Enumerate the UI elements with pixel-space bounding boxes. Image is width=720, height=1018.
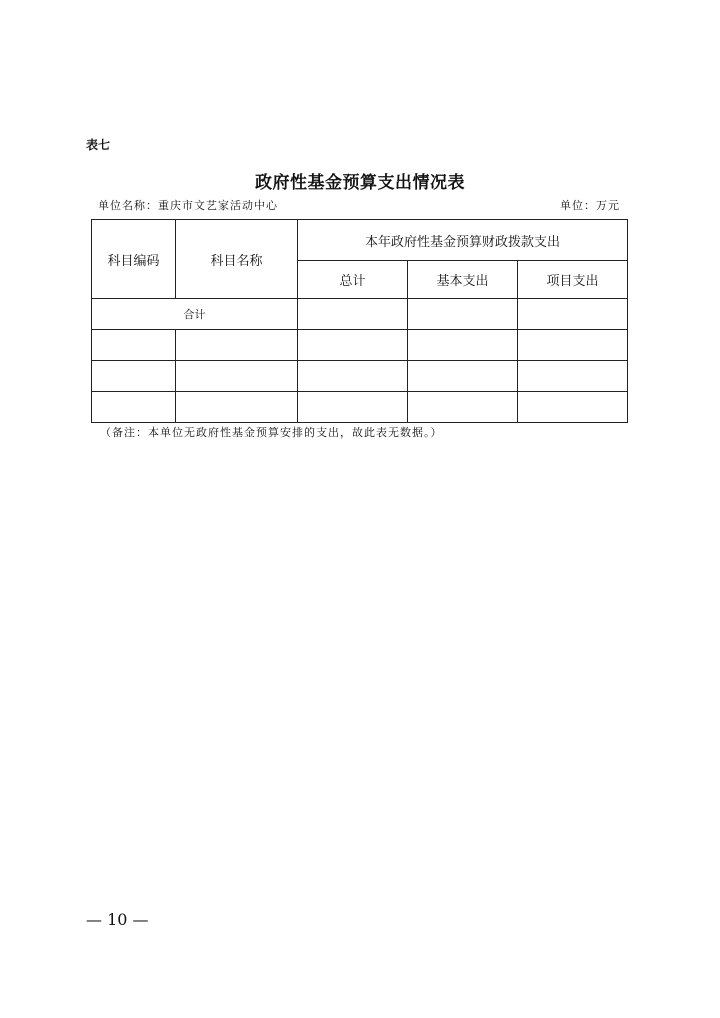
table-cell: [92, 361, 176, 392]
footnote: （备注：本单位无政府性基金预算安排的支出，故此表无数据。）: [100, 426, 443, 439]
table-row: [92, 392, 628, 423]
header-subject-code: 科目编码: [92, 220, 176, 299]
unit-name: 单位名称：重庆市文艺家活动中心: [98, 199, 278, 212]
table-cell: [298, 299, 408, 330]
table-cell: [408, 330, 518, 361]
table-cell: [518, 330, 628, 361]
table-cell: [518, 392, 628, 423]
table-cell: [298, 392, 408, 423]
table-cell: [518, 361, 628, 392]
table-cell: [176, 392, 298, 423]
header-project-expenditure: 项目支出: [518, 261, 628, 299]
page-title: 政府性基金预算支出情况表: [255, 173, 465, 193]
header-total: 总计: [298, 261, 408, 299]
table-cell: [408, 361, 518, 392]
table-cell: [298, 330, 408, 361]
total-row: [92, 299, 628, 330]
table-cell: [176, 361, 298, 392]
table-cell: [92, 392, 176, 423]
table-cell: [518, 299, 628, 330]
header-appropriation-group: 本年政府性基金预算财政拨款支出: [298, 220, 628, 261]
header-basic-expenditure: 基本支出: [408, 261, 518, 299]
header-subject-name: 科目名称: [176, 220, 298, 299]
table-row: [92, 361, 628, 392]
table-cell: [408, 299, 518, 330]
table-cell: [298, 361, 408, 392]
currency-unit: 单位：万元: [560, 199, 620, 212]
table-cell: [408, 392, 518, 423]
table-row: [92, 330, 628, 361]
page-number: — 10 —: [86, 910, 149, 929]
table-cell: [176, 330, 298, 361]
total-row-label: 合计: [92, 299, 298, 330]
budget-table: [91, 219, 628, 423]
table-cell: [92, 330, 176, 361]
table-label: 表七: [86, 138, 111, 152]
